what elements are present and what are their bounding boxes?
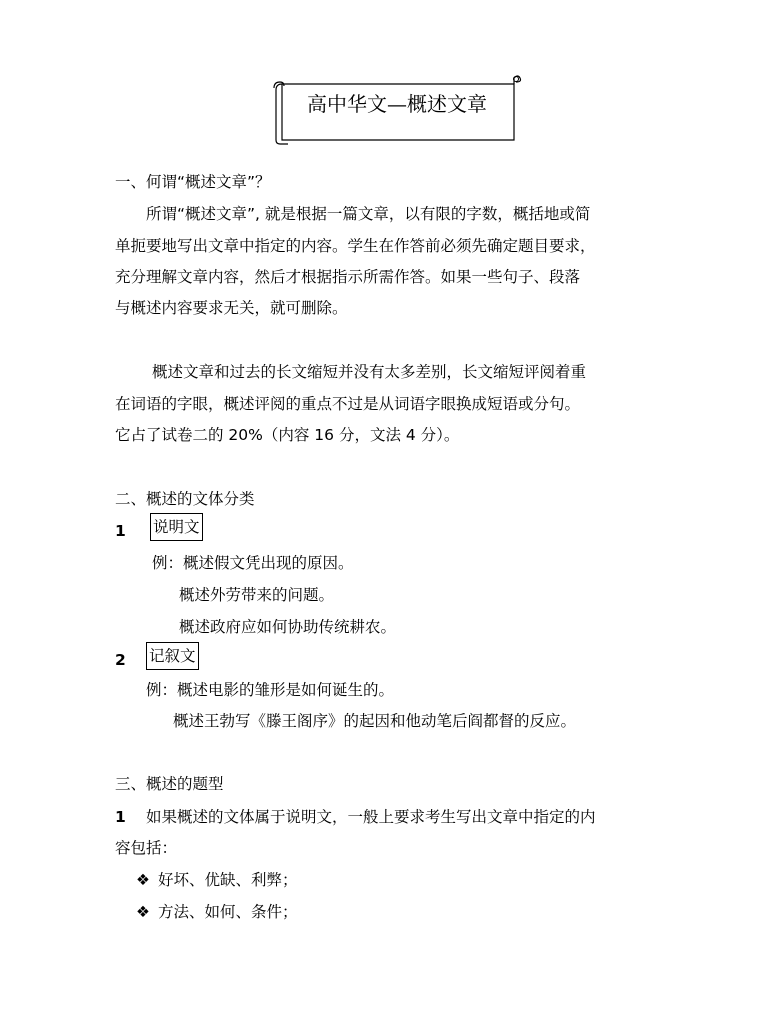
item1-example1: 例：概述假文凭出现的原因。 — [152, 554, 354, 572]
section1-para2-line3: 它占了试卷二的 20%（内容 16 分，文法 4 分）。 — [115, 426, 460, 444]
section1-para1-line1: 所谓“概述文章”, 就是根据一篇文章，以有限的字数，概括地或简 — [146, 205, 591, 223]
section1-para2-line1: 概述文章和过去的长文缩短并没有太多差别，长文缩短评阅着重 — [152, 363, 587, 381]
bullet-text-2: 方法、如何、条件； — [158, 903, 298, 921]
section3-item1-line1: 如果概述的文体属于说明文，一般上要求考生写出文章中指定的内 — [146, 808, 596, 826]
item2-example1: 例：概述电影的雏形是如何诞生的。 — [146, 681, 395, 699]
item2-number: 2 — [115, 651, 126, 669]
bullet-item-2 — [136, 902, 298, 922]
item2-example2: 概述王勃写《滕王阁序》的起因和他动笔后阎都督的反应。 — [173, 712, 577, 730]
item1-example2: 概述外劳带来的问题。 — [179, 586, 335, 604]
section1-para1-line2: 单扼要地写出文章中指定的内容。学生在作答前必须先确定题目要求， — [115, 237, 596, 255]
item2-label-box — [146, 646, 199, 666]
section3-item1-line2: 容包括： — [115, 839, 178, 857]
item1-number: 1 — [115, 522, 126, 540]
section3-item1-number: 1 — [115, 808, 126, 826]
item1-label: 说明文 — [150, 513, 203, 541]
section1-para1-line4: 与概述内容要求无关，就可删除。 — [115, 299, 348, 317]
item2-label: 记叙文 — [146, 642, 199, 670]
section3-heading: 三、概述的题型 — [115, 775, 224, 793]
item1-label-box — [150, 517, 203, 537]
title-banner — [270, 72, 524, 146]
item1-example3: 概述政府应如何协助传统耕农。 — [179, 618, 397, 636]
bullet-text-1: 好坏、优缺、利弊； — [158, 871, 298, 889]
diamond-bullet-icon: ❖ — [136, 903, 150, 921]
page-title: 高中华文—概述文章 — [307, 92, 487, 116]
diamond-bullet-icon: ❖ — [136, 871, 150, 889]
section1-heading: 一、何谓“概述文章”？ — [115, 173, 271, 191]
section1-para2-line2: 在词语的字眼，概述评阅的重点不过是从词语字眼换成短语或分句。 — [115, 395, 581, 413]
section2-heading: 二、概述的文体分类 — [115, 490, 255, 508]
section1-para1-line3: 充分理解文章内容，然后才根据指示所需作答。如果一些句子、段落 — [115, 268, 581, 286]
bullet-item-1 — [136, 870, 298, 890]
